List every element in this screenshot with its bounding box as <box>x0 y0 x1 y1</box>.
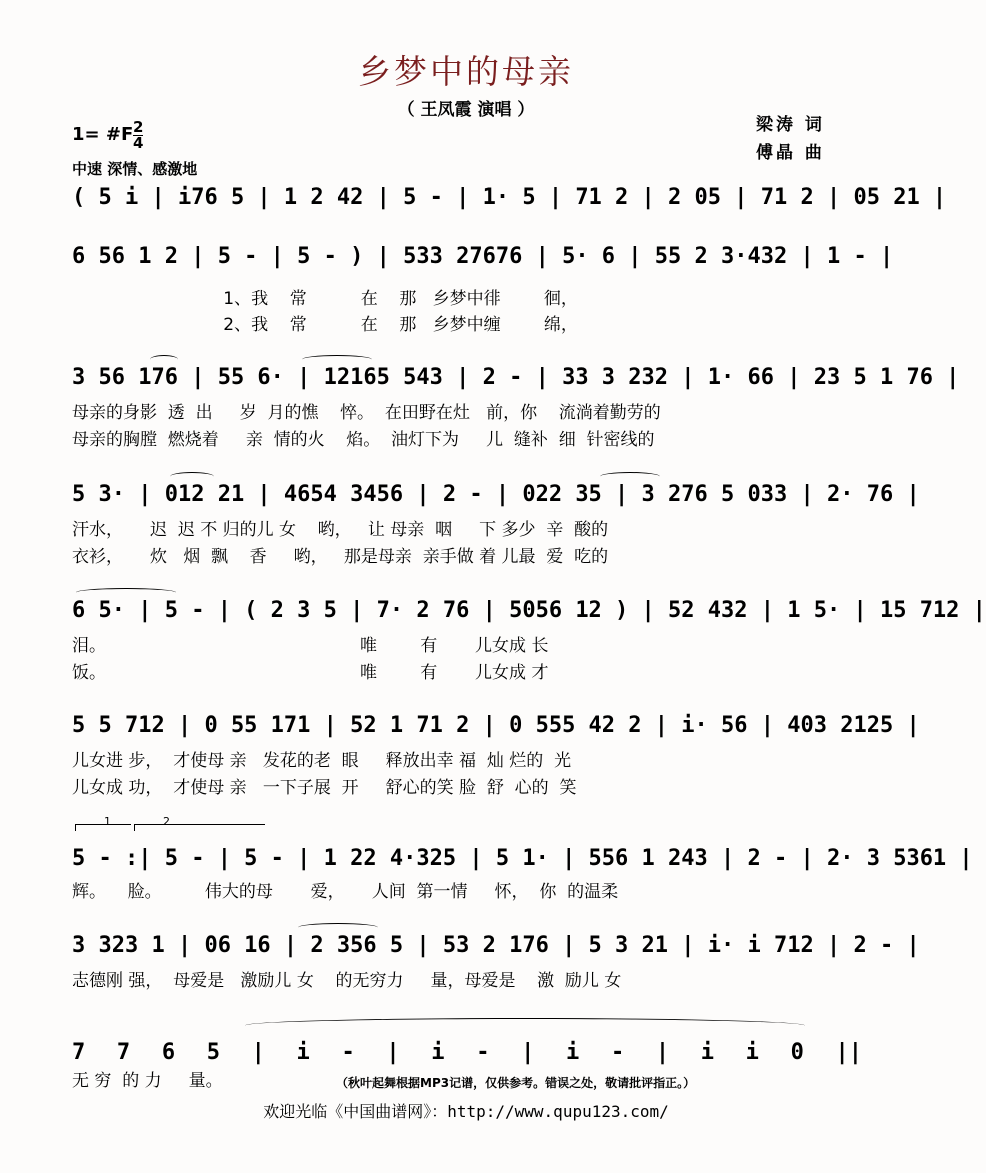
lyric-line: 1、我 常 在 那 乡梦中徘 徊， <box>72 289 578 309</box>
notation-line: 3 323 1 | 06 16 | 2 356 5 | 53 2 176 | 5 3 21 | i· i 712 | 2 - | <box>72 933 920 958</box>
lyric-line: 儿女进 步， 才使母 亲 发花的老 眼 释放出幸 福 灿 烂的 光 <box>72 751 572 771</box>
notation-line: 5 3· | 012 21 | 4654 3456 | 2 - | 022 35 | 3 276 5 033 | 2· 76 | <box>72 482 920 507</box>
time-signature <box>133 120 143 151</box>
notation-line: 3 56 176 | 55 6· | 12165 543 | 2 - | 33 3 232 | 1· 66 | 23 5 1 76 | <box>72 365 960 390</box>
time-signature-top: 2 <box>133 118 144 136</box>
lyric-line: 泪。 唯 有 儿女成 长 <box>72 636 549 656</box>
lyric-line: 儿女成 功， 才使母 亲 一下子展 开 舒心的笑 脸 舒 心的 笑 <box>72 778 577 798</box>
volta-label: 1 <box>104 815 111 828</box>
notation-line: ( 5 i | i76 5 | 1 2 42 | 5 - | 1· 5 | 71 2 | 2 05 | 71 2 | 05 21 | <box>72 185 947 210</box>
notation-line: 5 5 712 | 0 55 171 | 52 1 71 2 | 0 555 42 2 | i· 56 | 403 2125 | <box>72 713 920 738</box>
lyric-line: 辉。 脸。 伟大的母 爱， 人间 第一情 怀， 你 的温柔 <box>72 882 619 902</box>
tie-mark <box>245 1018 805 1033</box>
slur-mark <box>76 588 176 597</box>
notation-line: 6 56 1 2 | 5 - | 5 - ) | 533 27676 | 5· 6 | 55 2 3·432 | 1 - | <box>72 244 894 269</box>
lyric-line: 衣衫， 炊 烟 飘 香 哟， 那是母亲 亲手做 着 儿最 爱 吃的 <box>72 547 609 567</box>
second-ending-bracket <box>134 815 265 831</box>
lyric-line: 无 穷 的 力 量。 <box>72 1071 229 1091</box>
notation-line: 7 7 6 5 | i - | i - | i - | i i 0 || <box>72 1040 862 1065</box>
first-ending-bracket <box>75 815 131 831</box>
site-footer: 欢迎光临《中国曲谱网》：http://www.qupu123.com/ <box>263 1102 669 1121</box>
transcription-note: （秋叶起舞根据MP3记谱，仅供参考。错误之处，敬请批评指正。） <box>336 1076 696 1090</box>
lyric-line: 饭。 唯 有 儿女成 才 <box>72 663 549 683</box>
slur-mark <box>600 472 660 481</box>
time-signature-bottom: 4 <box>133 134 144 152</box>
lyric-line: 母亲的身影 透 出 岁 月的憔 悴。 在田野在灶 前，你 流淌着勤劳的 <box>72 403 661 423</box>
notation-line: 6 5· | 5 - | ( 2 3 5 | 7· 2 76 | 5056 12 ) | 52 432 | 1 5· | 15 712 | <box>72 598 986 623</box>
lyric-line: 志德刚 强， 母爱是 激励儿 女 的无穷力 量，母爱是 激 励儿 女 <box>72 971 622 991</box>
key-signature: 1= #F <box>72 124 134 145</box>
lyricist-credit: 梁涛 词 <box>756 115 825 135</box>
slur-mark <box>298 923 378 932</box>
notation-line: 5 - :| 5 - | 5 - | 1 22 4·325 | 5 1· | 556 1 243 | 2 - | 2· 3 5361 | <box>72 846 973 871</box>
volta-label: 2 <box>163 815 170 828</box>
tempo-marking: 中速 深情、感激地 <box>72 160 198 178</box>
song-title: 乡梦中的母亲 <box>358 52 574 91</box>
slur-mark <box>150 355 178 364</box>
lyric-line: 母亲的胸膛 燃烧着 亲 情的火 焰。 油灯下为 儿 缝补 细 针密线的 <box>72 430 655 450</box>
lyric-line: 汗水， 迟 迟 不 归的儿 女 哟， 让 母亲 咽 下 多少 辛 酸的 <box>72 520 609 540</box>
performer-credit: （ 王凤霞 演唱 ） <box>397 100 535 120</box>
slur-mark <box>170 472 214 481</box>
slur-mark <box>302 355 372 364</box>
lyric-line: 2、我 常 在 那 乡梦中缠 绵， <box>72 315 578 335</box>
composer-credit: 傅晶 曲 <box>756 143 825 163</box>
